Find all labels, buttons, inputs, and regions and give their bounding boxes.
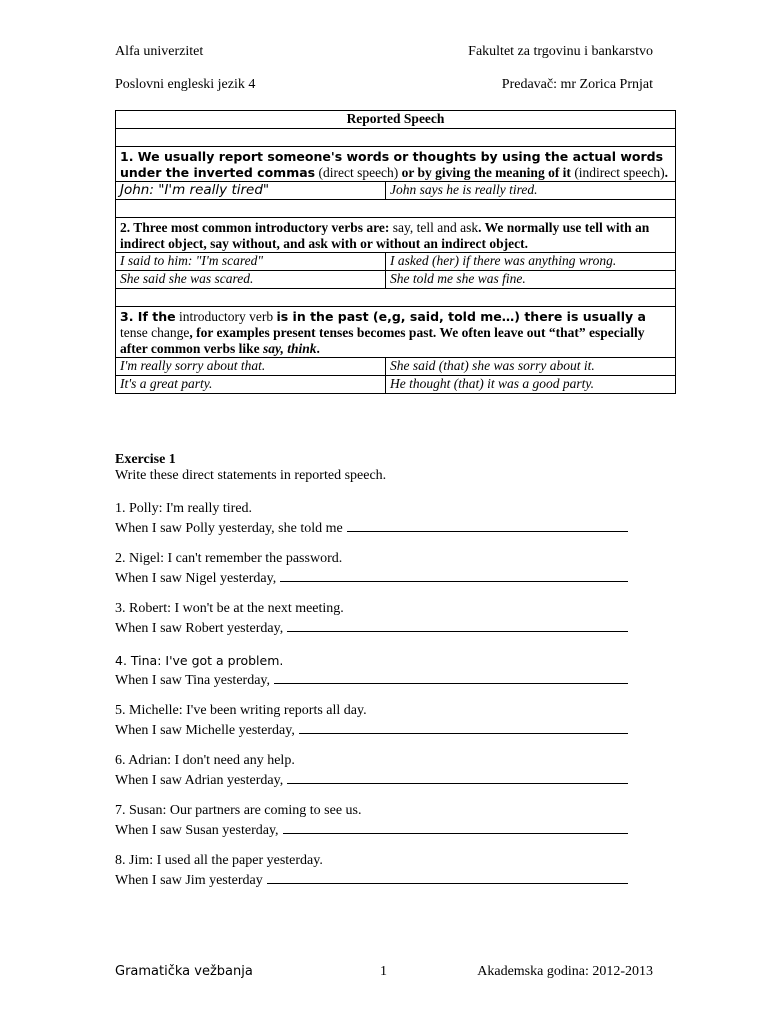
exercise-prompt: When I saw Polly yesterday, she told me [115,521,343,536]
section-3-example-direct: I'm really sorry about that. [116,358,386,376]
table-spacer [116,200,676,218]
table-spacer [116,289,676,307]
section-3-text: 3. If the introductory verb is in the past (e,g, said, told me…) there is usually a tense change, for examples present tenses becomes past. We often leave out “that” especially after common verbs like say, think. [116,307,676,358]
exercise-prompt: When I saw Jim yesterday [115,873,263,888]
header-course: Poslovni engleski jezik 4 [115,77,256,92]
answer-blank[interactable] [299,720,628,734]
header-faculty: Fakultet za trgovinu i bankarstvo [468,44,653,59]
exercise-prompt: When I saw Nigel yesterday, [115,571,277,586]
section-2-example-direct: She said she was scared. [116,271,386,289]
answer-blank[interactable] [267,870,628,884]
exercise-prompt-row [115,820,628,839]
exercise-prompt: When I saw Susan yesterday, [115,823,279,838]
footer-left: Gramatička vežbanja [115,964,253,979]
footer-academic-year: Akademska godina: 2012-2013 [477,964,653,979]
exercise-statement: 3. Robert: I won't be at the next meeting. [115,601,344,616]
page-number: 1 [380,964,387,979]
exercise-statement: 4. Tina: I've got a problem. [115,653,284,668]
exercise-statement: 8. Jim: I used all the paper yesterday. [115,853,323,868]
section-1-example-direct: John: "I'm really tired" [116,182,386,200]
exercise-prompt: When I saw Robert yesterday, [115,621,284,636]
exercise-statement: 5. Michelle: I've been writing reports all day. [115,703,367,718]
exercise-prompt-row [115,870,628,889]
exercise-statement: 7. Susan: Our partners are coming to see us. [115,803,362,818]
table-title: Reported Speech [116,111,676,129]
exercise-prompt-row [115,518,628,537]
section-2-example-reported: I asked (her) if there was anything wrong. [386,253,676,271]
table-spacer [116,129,676,147]
exercise-prompt: When I saw Adrian yesterday, [115,773,284,788]
exercise-prompt: When I saw Tina yesterday, [115,673,271,688]
exercise-statement: 2. Nigel: I can't remember the password. [115,551,343,566]
exercise-prompt-row [115,568,628,587]
header-lecturer: Predavač: mr Zorica Prnjat [501,77,653,92]
answer-blank[interactable] [287,618,628,632]
exercise-title: Exercise 1 [115,452,176,467]
exercise-statement: 6. Adrian: I don't need any help. [115,753,295,768]
exercise-statement: 1. Polly: I'm really tired. [115,501,253,516]
exercise-instruction: Write these direct statements in reported speech. [115,468,387,483]
answer-blank[interactable] [274,670,628,684]
exercise-prompt-row [115,670,628,689]
answer-blank[interactable] [347,518,628,532]
section-1-example-reported: John says he is really tired. [386,182,676,200]
section-3-example-reported: He thought (that) it was a good party. [386,376,676,394]
exercise-prompt-row [115,770,628,789]
section-1-text: 1. We usually report someone's words or thoughts by using the actual words under the inverted commas (direct speech) or by giving the meaning of it (indirect speech). [116,147,676,182]
answer-blank[interactable] [280,568,628,582]
section-3-example-direct: It's a great party. [116,376,386,394]
header-university: Alfa univerzitet [115,44,204,59]
section-2-example-reported: She told me she was fine. [386,271,676,289]
exercise-prompt-row [115,618,628,637]
section-2-example-direct: I said to him: "I'm scared" [116,253,386,271]
answer-blank[interactable] [287,770,628,784]
section-2-text: 2. Three most common introductory verbs are: say, tell and ask. We normally use tell with an indirect object, say without, and ask with or without an indirect object. [116,218,676,253]
answer-blank[interactable] [283,820,628,834]
reported-speech-table [115,110,676,394]
exercise-prompt: When I saw Michelle yesterday, [115,723,295,738]
exercise-prompt-row [115,720,628,739]
section-3-example-reported: She said (that) she was sorry about it. [386,358,676,376]
